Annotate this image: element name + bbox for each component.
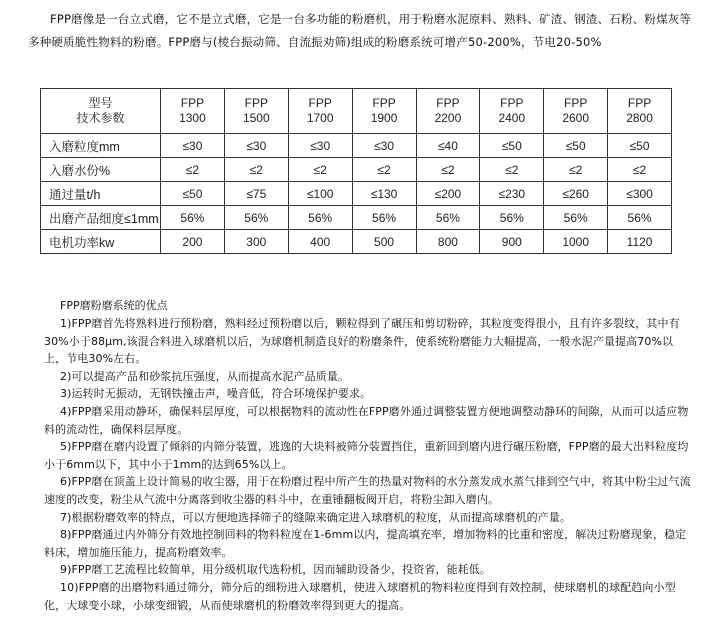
model-header — [352, 89, 416, 134]
model-number: 2800 — [626, 111, 653, 125]
row-label: 入磨粒度mm — [41, 134, 161, 158]
table-cell: 56% — [224, 206, 288, 230]
model-brand: FPP — [180, 96, 205, 110]
table-cell: ≤2 — [544, 158, 608, 182]
model-header — [544, 89, 608, 134]
table-cell: ≤2 — [352, 158, 416, 182]
table-cell: ≤230 — [480, 182, 544, 206]
table-cell: ≤50 — [480, 134, 544, 158]
table-cell: ≤2 — [224, 158, 288, 182]
table-cell: ≤2 — [608, 158, 672, 182]
advantage-item: 3)运转时无振动，无钢铁撞击声，噪音低，符合环境保护要求。 — [60, 387, 372, 401]
model-number: 2400 — [498, 111, 526, 125]
table-cell: ≤200 — [416, 182, 480, 206]
table-cell: 1000 — [544, 230, 608, 254]
table-cell: 56% — [352, 206, 416, 230]
table-cell: ≤130 — [352, 182, 416, 206]
table-cell: ≤30 — [161, 134, 225, 158]
table-cell: 500 — [352, 230, 416, 254]
table-cell: ≤50 — [161, 182, 225, 206]
table-cell: ≤75 — [224, 182, 288, 206]
table-cell: 56% — [416, 206, 480, 230]
row-label: 通过量t/h — [41, 182, 161, 206]
table-cell: 200 — [161, 230, 225, 254]
table-cell: ≤2 — [288, 158, 352, 182]
advantages-list — [44, 315, 694, 614]
model-brand: FPP — [372, 96, 396, 110]
table-cell: ≤2 — [161, 158, 225, 182]
model-brand: FPP — [627, 96, 652, 110]
row-label: 出磨产品细度≤1mm — [41, 206, 161, 230]
table-cell: 56% — [480, 206, 544, 230]
table-cell: ≤300 — [608, 182, 672, 206]
model-brand: FPP — [500, 96, 524, 110]
table-cell: ≤30 — [352, 134, 416, 158]
table-cell: 1120 — [608, 230, 672, 254]
model-number: 1900 — [370, 111, 398, 125]
model-header — [161, 89, 225, 134]
model-number: 1300 — [179, 111, 206, 125]
table-cell: ≤30 — [224, 134, 288, 158]
table-header-row — [41, 89, 672, 134]
table-cell: ≤100 — [288, 182, 352, 206]
model-header — [416, 89, 480, 134]
row-label: 入磨水份% — [41, 158, 161, 182]
model-number: 1700 — [306, 111, 334, 125]
table-row — [41, 134, 672, 158]
table-cell: 400 — [288, 230, 352, 254]
model-number: 1500 — [242, 111, 270, 125]
table-row — [41, 230, 672, 254]
model-brand: FPP — [436, 96, 460, 110]
model-number: 2200 — [434, 111, 462, 125]
table-cell: 300 — [224, 230, 288, 254]
section-title: FPP磨粉磨系统的优点 — [60, 299, 168, 312]
header-label-model: 型号 — [88, 96, 113, 110]
model-header — [608, 89, 672, 134]
model-header — [288, 89, 352, 134]
table-cell: ≤40 — [416, 134, 480, 158]
table-cell: 56% — [288, 206, 352, 230]
advantage-item: 6)FPP磨在顶盖上设计简易的收尘器，用于在粉磨过程中所产生的热量对物料的水分蒸发成水蒸气排到空气中，将其中粉尘过气流速度的改变，粉尘从气流中分离落到收尘器的料斗中，在重锤翻板阀开启，将粉尘卸入磨内。 — [44, 475, 691, 506]
advantage-item: 10)FPP磨的出磨物料通过筛分，筛分后的细粉进入球磨机，使进入球磨机的物料粒度得到有效控制，使球磨机的球配趋向小型化，大球变小球，小球变细锻，从而使球磨机的粉磨效率得到更大的提高。 — [44, 580, 676, 612]
advantage-item: 4)FPP磨采用动静环，确保料层厚度，可以根据物料的流动性在FPP磨外通过调整装置方便地调整动静环的间隙，从而可以适应物料的流动性，确保料层厚度。 — [44, 404, 689, 436]
table-cell: ≤260 — [544, 182, 608, 206]
model-header — [224, 89, 288, 134]
table-row — [41, 206, 672, 230]
advantage-item: 7)根据粉磨效率的特点，可以方便地选择筛子的缝隙来确定进入球磨机的粒度，从而提高球磨机的产量。 — [60, 510, 571, 524]
table-body — [41, 134, 672, 254]
table-cell: 56% — [544, 206, 608, 230]
table-row — [41, 182, 672, 206]
table-cell: 800 — [416, 230, 480, 254]
table-cell: ≤50 — [608, 134, 672, 158]
table-cell: 56% — [608, 206, 672, 230]
header-label-params: 技术参数 — [76, 111, 125, 125]
advantage-item: 1)FPP磨首先将熟料进行预粉磨，熟料经过预粉磨以后，颗粒得到了碾压和剪切粉碎，其粒度变得很小，且有许多裂纹，其中有30%小于88μm,该混合料进入球磨机以后，为球磨机制造良好的粉磨条件，使系统粉磨能力大幅提高，一般水泥产量提高70%以上，节电30%左右。 — [44, 317, 680, 366]
spec-table-container — [40, 88, 672, 254]
table-cell: ≤2 — [416, 158, 480, 182]
advantage-item: 5)FPP磨在磨内设置了倾斜的内筛分装置，逃逸的大块料被筛分装置挡住，重新回到磨内进行碾压粉磨，FPP磨的最大出料粒度均小于6mm以下，其中小于1mm的达到65%以上。 — [44, 440, 689, 471]
model-brand: FPP — [308, 96, 332, 110]
model-number: 2600 — [562, 111, 590, 125]
advantage-item: 9)FPP磨工艺流程比较简单，用分级机取代选粉机，因而辅助设备少，投资省，能耗低。 — [60, 563, 491, 577]
table-row — [41, 158, 672, 182]
table-cell: 900 — [480, 230, 544, 254]
advantage-item: 8)FPP磨通过内外筛分有效地控制回料的物料粒度在1-6mm以内，提高填充率，增加物料的比重和密度，解决过粉磨现象，稳定料床，增加施压能力，提高粉磨效率。 — [44, 528, 687, 559]
spec-table — [40, 88, 672, 254]
advantage-item: 2)可以提高产品和砂浆抗压强度，从而提高水泥产品质量。 — [60, 369, 349, 383]
intro-paragraph: FPP磨像是一台立式磨，它不是立式磨，它是一台多功能的粉磨机，用于粉磨水泥原料、熟料、矿渣、钢渣、石粉、粉煤灰等多种硬质脆性物料的粉磨。FPP磨与(棱台振动筛、自流振劝筛)组成的粉磨系统可增产50-200%，节电20-50% — [28, 12, 692, 49]
table-cell: ≤50 — [544, 134, 608, 158]
model-brand: FPP — [244, 96, 268, 110]
table-cell: ≤30 — [288, 134, 352, 158]
header-label-cell — [41, 89, 161, 134]
table-cell: 56% — [161, 206, 225, 230]
model-brand: FPP — [564, 96, 588, 110]
model-header — [480, 89, 544, 134]
table-cell: ≤2 — [480, 158, 544, 182]
row-label: 电机功率kw — [41, 230, 161, 254]
